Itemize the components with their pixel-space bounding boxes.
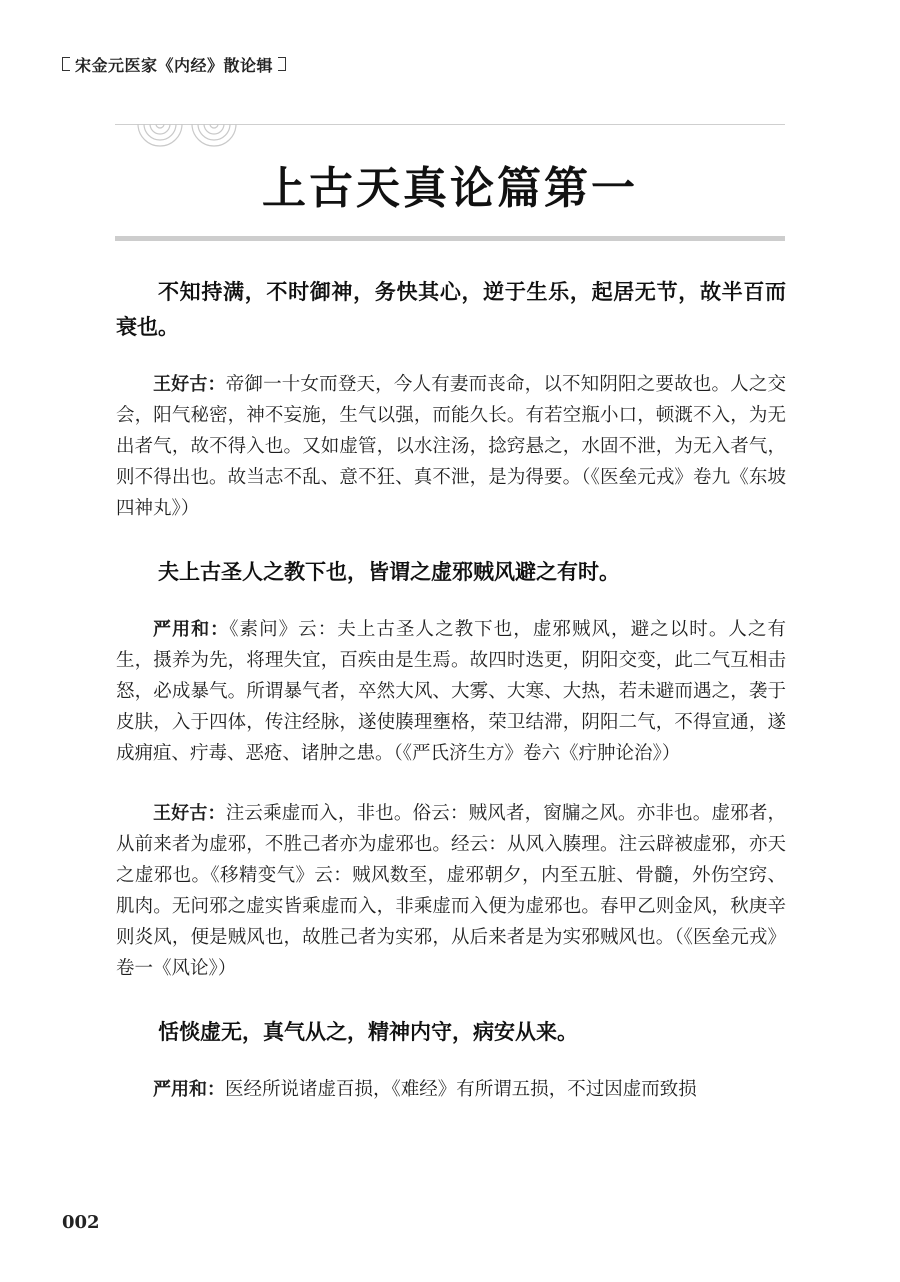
content [116, 274, 786, 1105]
commentary-paragraph [116, 614, 786, 769]
title-rule [115, 236, 785, 241]
commentator-name: 王好古： [153, 374, 226, 395]
commentator-name: 严用和： [153, 619, 230, 640]
running-title: 宋金元医家《内经》散论辑 [75, 55, 274, 75]
commentary-text: 医经所说诸虚百损，《难经》有所谓五损，不过因虚而致损 [225, 1079, 697, 1100]
chapter-title: 上古天真论篇第一 [262, 163, 638, 214]
bracket-right-icon [278, 57, 286, 71]
commentary-text: 注云乘虚而入，非也。俗云：贼风者，窗牖之风。亦非也。虚邪者，从前来者为虚邪，不胜己者亦为虚邪也。经云：从风入腠理。注云辟被虚邪，亦天之虚邪也。《移精变气》云：贼风数至，虚邪朝夕，内至五脏、骨髓，外伤空窍、肌肉。无问邪之虚实皆乘虚而入，非乘虚而入便为虚邪也。春甲乙则金风，秋庚辛则炎风，便是贼风也，故胜己者为实邪，从后来者是为实邪贼风也。（《医垒元戎》卷一《风论》） [116, 803, 786, 979]
page-number: 002 [62, 1212, 100, 1233]
commentary-paragraph [116, 798, 786, 984]
classic-quote: 恬惔虚无，真气从之，精神内守，病安从来。 [158, 1019, 578, 1044]
bracket-left-icon [62, 57, 70, 71]
commentator-name: 王好古： [153, 803, 226, 824]
running-head [62, 52, 286, 76]
commentary-paragraph [116, 369, 786, 524]
commentary-text: 《素问》云：夫上古圣人之教下也，虚邪贼风，避之以时。人之有生，摄养为先，将理失宜，百疾由是生焉。故四时迭更，阴阳交变，此二气互相击怒，必成暴气。所谓暴气者，卒然大风、大雾、大寒、大热，若未避而遇之，袭于皮肤，入于四体，传注经脉，遂使腠理壅格，荣卫结滞，阴阳二气，不得宣通，遂成痈疽、疔毒、恶疮、诸肿之患。（《严氏济生方》卷六《疔肿论治》） [116, 619, 786, 764]
commentary-text: 帝御一十女而登天，今人有妻而丧命，以不知阴阳之要故也。人之交会，阳气秘密，神不妄施，生气以强，而能久长。有若空瓶小口，顿溉不入，为无出者气，故不得入也。又如虚管，以水注汤，捻窍悬之，水固不泄，为无入者气，则不得出也。故当志不乱、意不狂、真不泄，是为得要。（《医垒元戎》卷九《东坡四神丸》） [116, 374, 786, 519]
classic-quote: 夫上古圣人之教下也，皆谓之虚邪贼风避之有时。 [158, 559, 620, 584]
commentary-paragraph [116, 1074, 786, 1105]
classic-quote: 不知持满，不时御神，务快其心，逆于生乐，起居无节，故半百而衰也。 [116, 279, 786, 339]
commentator-name: 严用和： [153, 1079, 225, 1100]
